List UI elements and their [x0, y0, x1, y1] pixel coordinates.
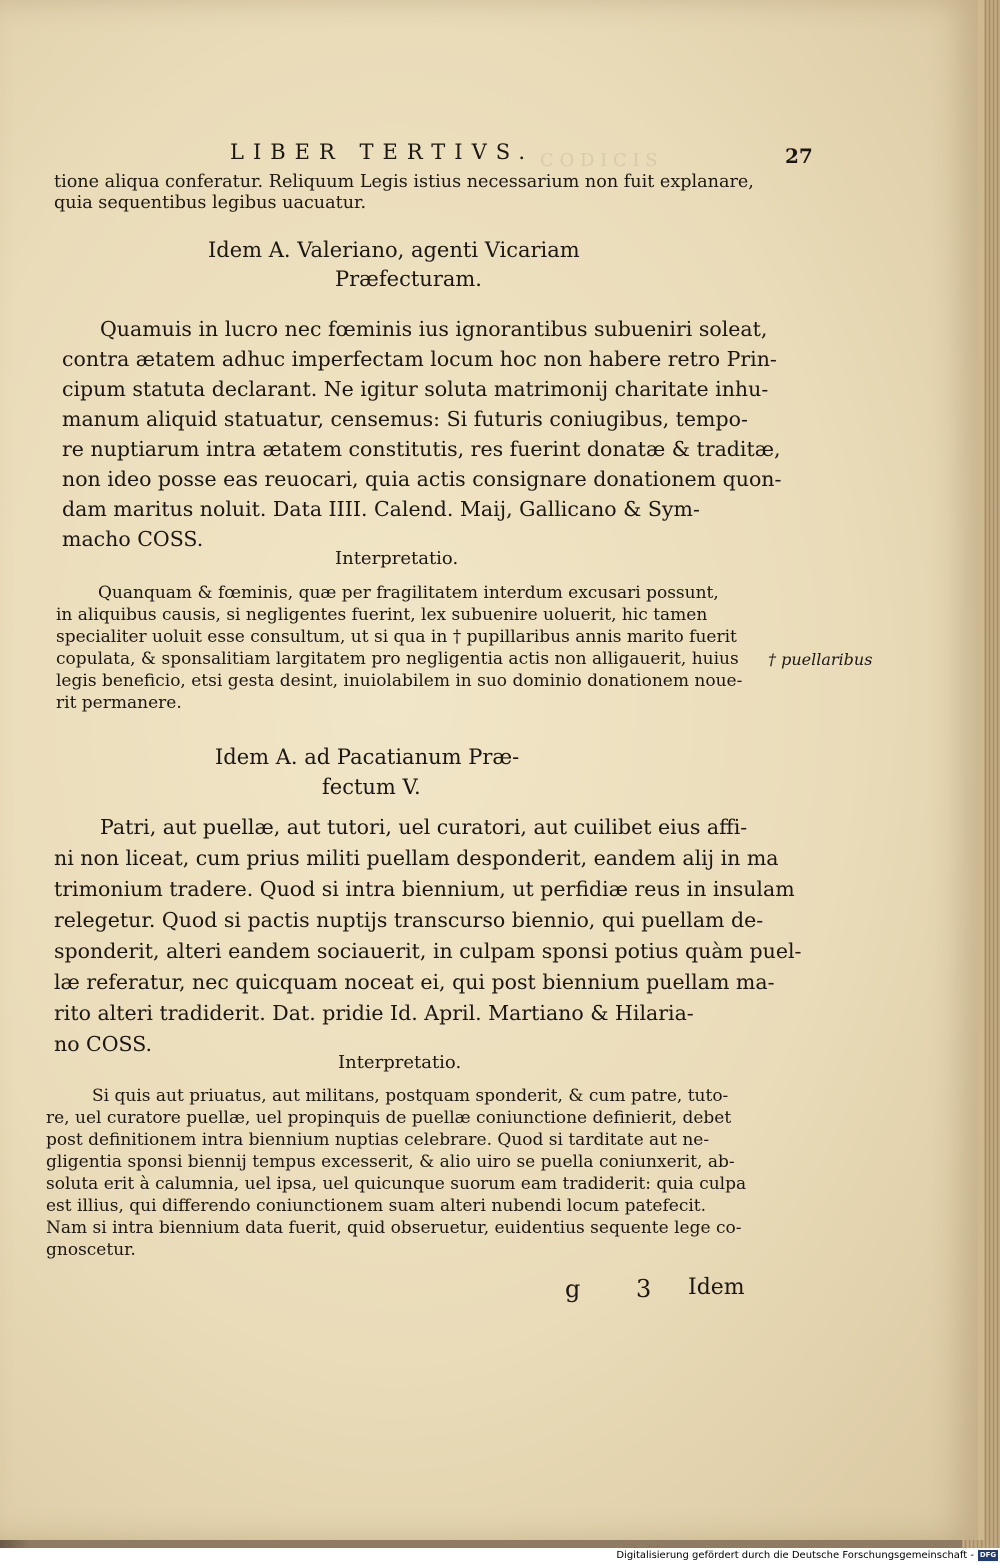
interpretatio-title: Interpretatio.: [338, 1052, 462, 1073]
interp-line: Nam si intra biennium data fuerit, quid obseruetur, euidentius sequente lege co-: [46, 1218, 742, 1238]
interp-line: gnoscetur.: [46, 1240, 136, 1260]
folio-number: 27: [785, 144, 813, 168]
text-line: non ideo posse eas reuocari, quia actis consignare donationem quon-: [62, 467, 782, 491]
section-heading: Idem A. Valeriano, agenti Vicariam: [208, 238, 580, 262]
interp-line: post definitionem intra biennium nuptias celebrare. Quod si tarditate aut ne-: [46, 1130, 710, 1150]
text-line: re nuptiarum intra ætatem constitutis, res fuerint donatæ & traditæ,: [62, 437, 781, 461]
text-line: contra ætatem adhuc imperfectam locum hoc non habere retro Prin-: [62, 347, 777, 371]
interp-line: est illius, qui differendo coniunctionem suam alteri nubendi locum patefecit.: [46, 1196, 707, 1216]
interp-line: rit permanere.: [56, 693, 182, 713]
interp-line: re, uel curatore puellæ, uel propinquis de puellæ coniunctione definierit, debet: [46, 1108, 732, 1128]
text-line: sponderit, alteri eandem sociauerit, in culpam sponsi potius quàm puel-: [54, 939, 802, 963]
interp-line: Si quis aut priuatus, aut militans, postquam sponderit, & cum patre, tuto-: [92, 1086, 729, 1106]
text-line: cipum statuta declarant. Ne igitur soluta matrimonij charitate inhu-: [62, 377, 769, 401]
text-line: Quamuis in lucro nec fœminis ius ignorantibus subueniri soleat,: [100, 317, 768, 341]
signature-mark: g 3: [565, 1275, 676, 1303]
interp-line: legis beneficio, etsi gesta desint, inuiolabilem in suo dominio donationem noue-: [56, 671, 743, 691]
dfg-logo-icon: DFG: [979, 1551, 997, 1559]
interp-line: specialiter uoluit esse consultum, ut si qua in † pupillaribus annis marito fuerit: [56, 627, 737, 647]
digitization-footer: [0, 1548, 1000, 1563]
catchword: Idem: [688, 1275, 745, 1300]
section-heading: fectum V.: [322, 775, 421, 799]
marginal-note: † puellaribus: [768, 650, 873, 669]
interp-line: in aliquibus causis, si negligentes fuerint, lex subuenire uoluerit, hic tamen: [56, 605, 708, 625]
text-line: macho COSS.: [62, 527, 204, 551]
interp-line: Quanquam & fœminis, quæ per fragilitatem interdum excusari possunt,: [98, 583, 719, 603]
footer-credit: Digitalisierung gefördert durch die Deutsche Forschungsgemeinschaft -: [616, 1550, 974, 1561]
interp-line: gligentia sponsi biennij tempus excesserit, & alio uiro se puella coniunxerit, ab-: [46, 1152, 735, 1172]
text-line: quia sequentibus legibus uacuatur.: [54, 193, 367, 213]
section-heading: Idem A. ad Pacatianum Præ-: [215, 745, 520, 769]
text-line: rito alteri tradiderit. Dat. pridie Id. April. Martiano & Hilaria-: [54, 1001, 694, 1025]
text-line: læ referatur, nec quicquam noceat ei, qui post biennium puellam ma-: [54, 970, 775, 994]
section-heading: Præfecturam.: [335, 267, 482, 291]
text-line: no COSS.: [54, 1032, 153, 1056]
interpretatio-title: Interpretatio.: [335, 548, 459, 569]
text-line: manum aliquid statuatur, censemus: Si futuris coniugibus, tempo-: [62, 407, 748, 431]
text-line: trimonium tradere. Quod si intra biennium, ut perfidiæ reus in insulam: [54, 877, 795, 901]
text-line: dam maritus noluit. Data IIII. Calend. Maij, Gallicano & Sym-: [62, 497, 700, 521]
text-line: tione aliqua conferatur. Reliquum Legis istius necessarium non fuit explanare,: [54, 172, 754, 192]
interp-line: soluta erit à calumnia, uel ipsa, uel quicunque suorum eam tradiderit: quia culpa: [46, 1174, 747, 1194]
interp-line: copulata, & sponsalitiam largitatem pro negligentia actis non alligauerit, huius: [56, 649, 739, 669]
show-through-text: C O D I C I S: [540, 150, 658, 171]
text-line: relegetur. Quod si pactis nuptijs transcurso biennio, qui puellam de-: [54, 908, 764, 932]
running-title: LIBER TERTIVS.: [230, 140, 535, 164]
text-line: Patri, aut puellæ, aut tutori, uel curatori, aut cuilibet eius affi-: [100, 815, 748, 839]
text-line: ni non liceat, cum prius militi puellam desponderit, eandem alij in ma: [54, 846, 779, 870]
